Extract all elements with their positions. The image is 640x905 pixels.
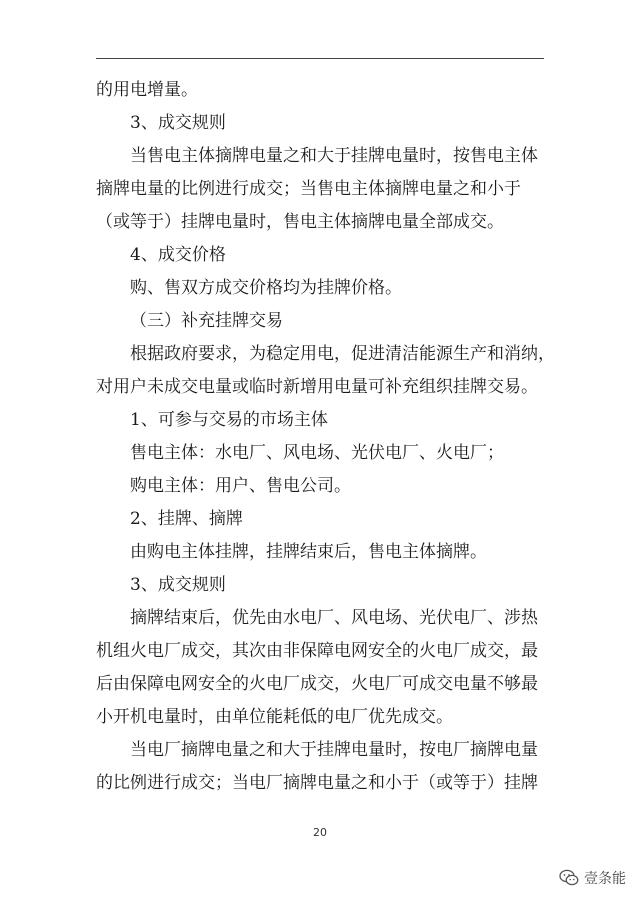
text-line: 3、成交规则 (130, 575, 226, 595)
text-line: 根据政府要求，为稳定用电，促进清洁能源生产和消纳， (130, 344, 555, 364)
watermark (559, 868, 626, 888)
paragraph (96, 305, 548, 338)
text-line: 的用电增量。 (96, 80, 198, 100)
paragraph (96, 140, 548, 239)
text-line: 售电主体：水电厂、风电场、光伏电厂、火电厂； (130, 443, 504, 463)
paragraph (96, 239, 548, 272)
paragraph (96, 338, 555, 404)
text-line: 由购电主体挂牌，挂牌结束后，售电主体摘牌。 (130, 542, 487, 562)
text-line: 2、挂牌、摘牌 (130, 509, 243, 529)
paragraph (96, 272, 548, 305)
paragraph (96, 536, 548, 569)
text-line: 机组火电厂成交，其次由非保障电网安全的火电厂成交，最 (96, 641, 538, 661)
text-line: 购电主体：用户、售电公司。 (130, 476, 351, 496)
text-line: 购、售双方成交价格均为挂牌价格。 (130, 278, 402, 298)
text-line: 对用户未成交电量或临时新增用电量可补充组织挂牌交易。 (96, 377, 538, 397)
paragraph (96, 569, 548, 602)
text-line: （或等于）挂牌电量时，售电主体摘牌电量全部成交。 (96, 212, 504, 232)
paragraph (96, 734, 548, 800)
text-line: （三）补充挂牌交易 (130, 311, 283, 331)
paragraph (96, 107, 548, 140)
paragraph (96, 470, 548, 503)
paragraph (96, 602, 548, 734)
watermark-text: 壹条能 (584, 871, 626, 887)
text-line: 当电厂摘牌电量之和大于挂牌电量时，按电厂摘牌电量 (130, 740, 538, 760)
text-line: 当售电主体摘牌电量之和大于挂牌电量时，按售电主体 (130, 146, 538, 166)
page-number: 20 (313, 826, 327, 839)
paragraph (96, 404, 548, 437)
paragraph (96, 503, 548, 536)
wechat-icon (559, 869, 579, 887)
text-line: 摘牌结束后，优先由水电厂、风电场、光伏电厂、涉热 (130, 608, 538, 628)
text-line: 小开机电量时，由单位能耗低的电厂优先成交。 (96, 707, 453, 727)
text-line: 的比例进行成交；当电厂摘牌电量之和小于（或等于）挂牌 (96, 773, 538, 793)
text-line: 4、成交价格 (130, 245, 226, 265)
paragraph (96, 74, 548, 107)
document-body (96, 74, 555, 800)
text-line: 1、可参与交易的市场主体 (130, 410, 328, 430)
text-line: 3、成交规则 (130, 113, 226, 133)
text-line: 摘牌电量的比例进行成交；当售电主体摘牌电量之和小于 (96, 179, 521, 199)
header-rule (96, 58, 544, 59)
paragraph (96, 437, 548, 470)
text-line: 后由保障电网安全的火电厂成交，火电厂可成交电量不够最 (96, 674, 538, 694)
